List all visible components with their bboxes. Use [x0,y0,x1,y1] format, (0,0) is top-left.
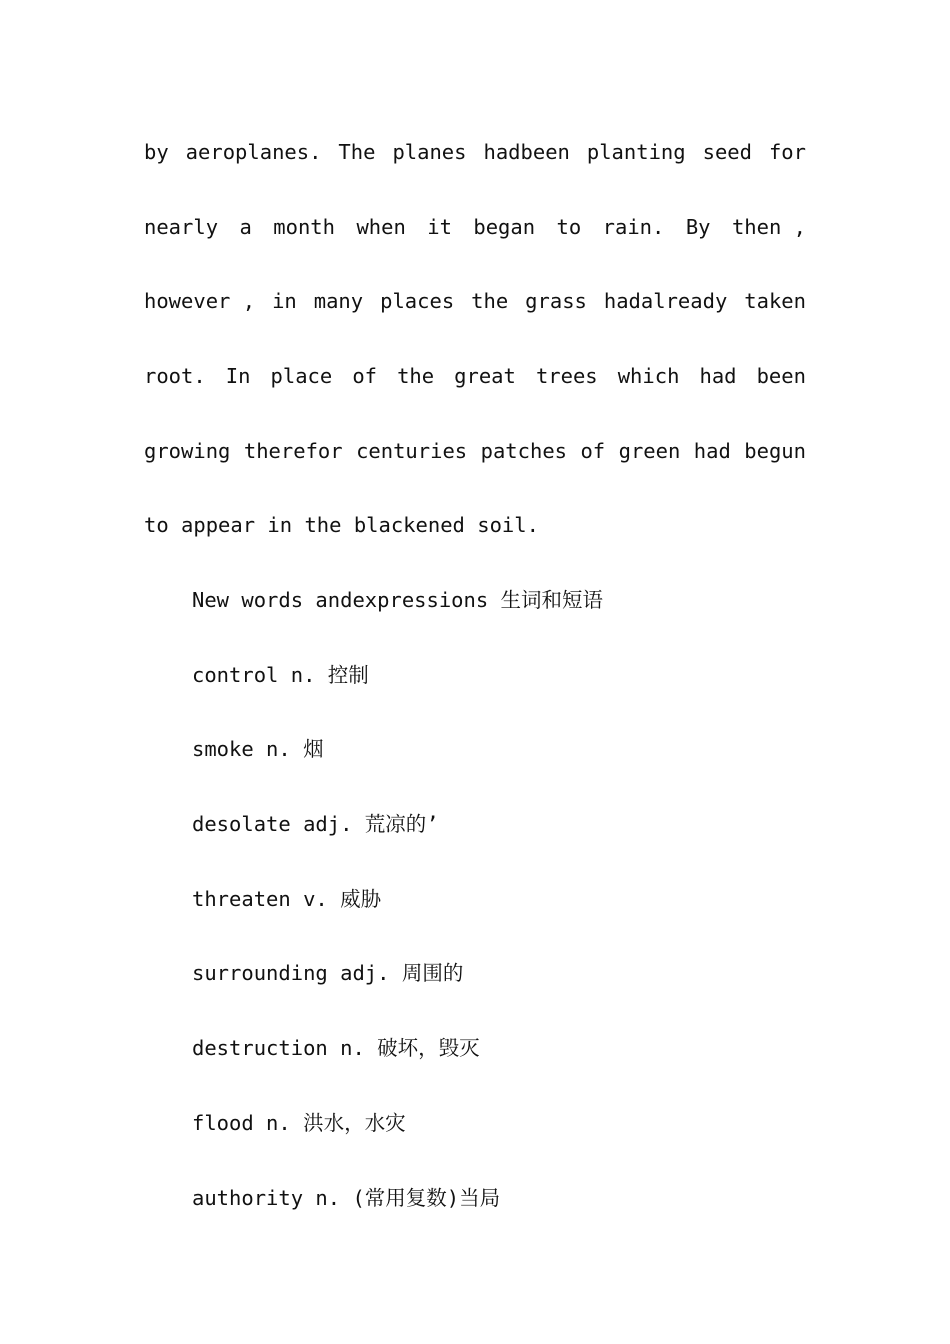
passage-word: been [756,364,806,389]
passage-word: In [225,364,251,389]
passage-word: By [685,214,711,239]
passage-word: when [356,214,406,239]
passage-last-text: to appear in the blackened soil. [144,513,539,538]
passage-word: centuries [356,438,468,463]
passage-word: it [427,214,452,239]
passage-word: nearly [144,214,219,239]
passage-line-last [144,501,806,576]
passage-line [144,352,806,427]
passage-word: many [313,289,364,314]
passage-word: place [270,364,333,389]
passage-word: to [556,214,582,239]
passage-word: the [471,289,509,314]
passage-word: The [338,140,376,164]
vocab-item: threaten v. 威胁 [192,886,382,911]
passage-word: of [352,364,377,389]
passage-word: by [144,140,169,164]
passage-word: planes [392,140,467,164]
passage-word: had [699,364,737,389]
passage-word: then , [731,214,806,239]
passage-word: green [618,438,681,463]
passage-paragraph [144,128,806,576]
vocab-item: destruction n. 破坏，毁灭 [192,1036,480,1061]
passage-word: seed [702,140,752,164]
passage-word: of [580,438,606,463]
passage-word: a [239,214,252,239]
passage-word: places [380,289,455,314]
vocab-item: authority n. (常用复数)当局 [192,1185,501,1210]
passage-word: planting [586,140,686,164]
passage-word: therefor [243,438,343,463]
vocab-item: control n. 控制 [192,662,369,687]
passage-word: which [617,364,680,389]
passage-word: hadbeen [483,140,570,164]
vocab-item: desolate adj. 荒凉的’ [192,812,439,837]
passage-word: grass [525,289,587,314]
passage-word: begun [744,438,806,463]
passage-word: root. [144,364,206,389]
passage-line [144,427,806,502]
passage-line [144,277,806,352]
passage-word: hadalready [603,289,728,314]
passage-word: aeroplanes. [185,140,322,164]
passage-word: trees [535,364,598,389]
vocab-item: smoke n. 烟 [192,737,324,762]
passage-word: growing [144,438,231,463]
passage-word: for [768,140,806,164]
passage-word: great [454,364,516,389]
passage-line [144,203,806,278]
vocab-item: surrounding adj. 周围的 [192,961,464,986]
passage-word: had [693,438,731,463]
passage-word: the [397,364,435,389]
passage-line [144,128,806,203]
vocabulary-list [192,576,603,1248]
passage-word: in [272,289,297,314]
vocabulary-heading: New words andexpressions 生词和短语 [192,588,604,612]
passage-word: rain. [602,214,665,239]
passage-word: however , [144,289,256,314]
passage-word: patches [480,438,568,463]
passage-word: month [273,214,335,239]
passage-word: taken [744,289,806,314]
vocab-item: flood n. 洪水，水灾 [192,1110,406,1135]
passage-word: began [473,214,536,239]
